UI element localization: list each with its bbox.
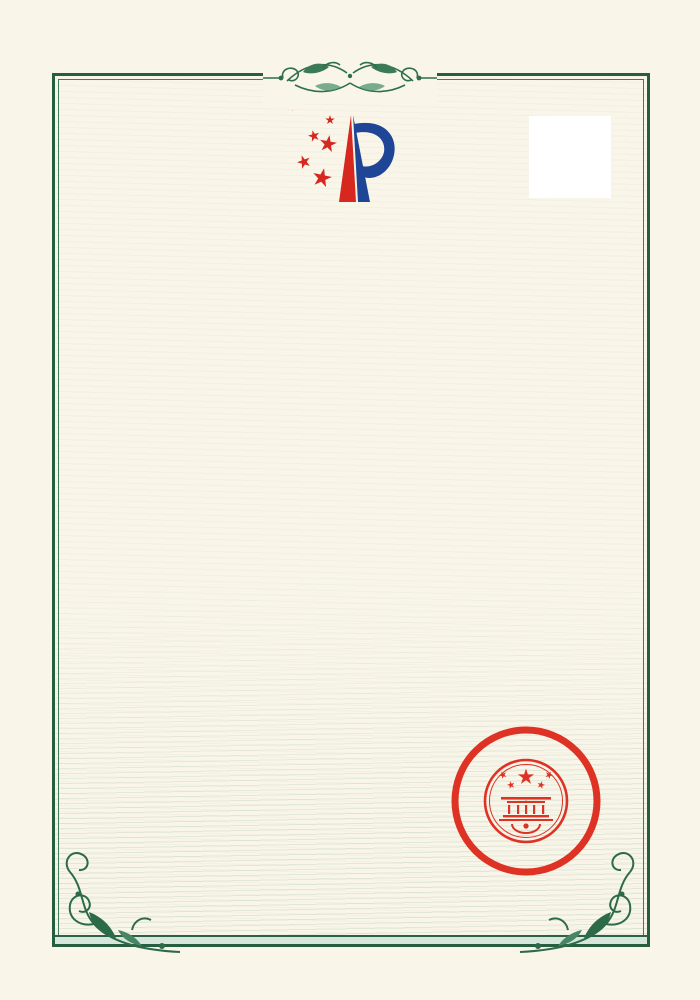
qr-code-icon <box>529 116 611 198</box>
top-flourish-ornament <box>263 50 437 104</box>
legal-text-block <box>92 571 614 573</box>
cnipa-logo-icon <box>292 110 408 208</box>
national-emblem-icon <box>485 760 567 842</box>
bottom-left-flourish-ornament <box>42 838 184 960</box>
barcode-icon <box>95 734 277 756</box>
cnipa-official-seal <box>447 722 605 880</box>
